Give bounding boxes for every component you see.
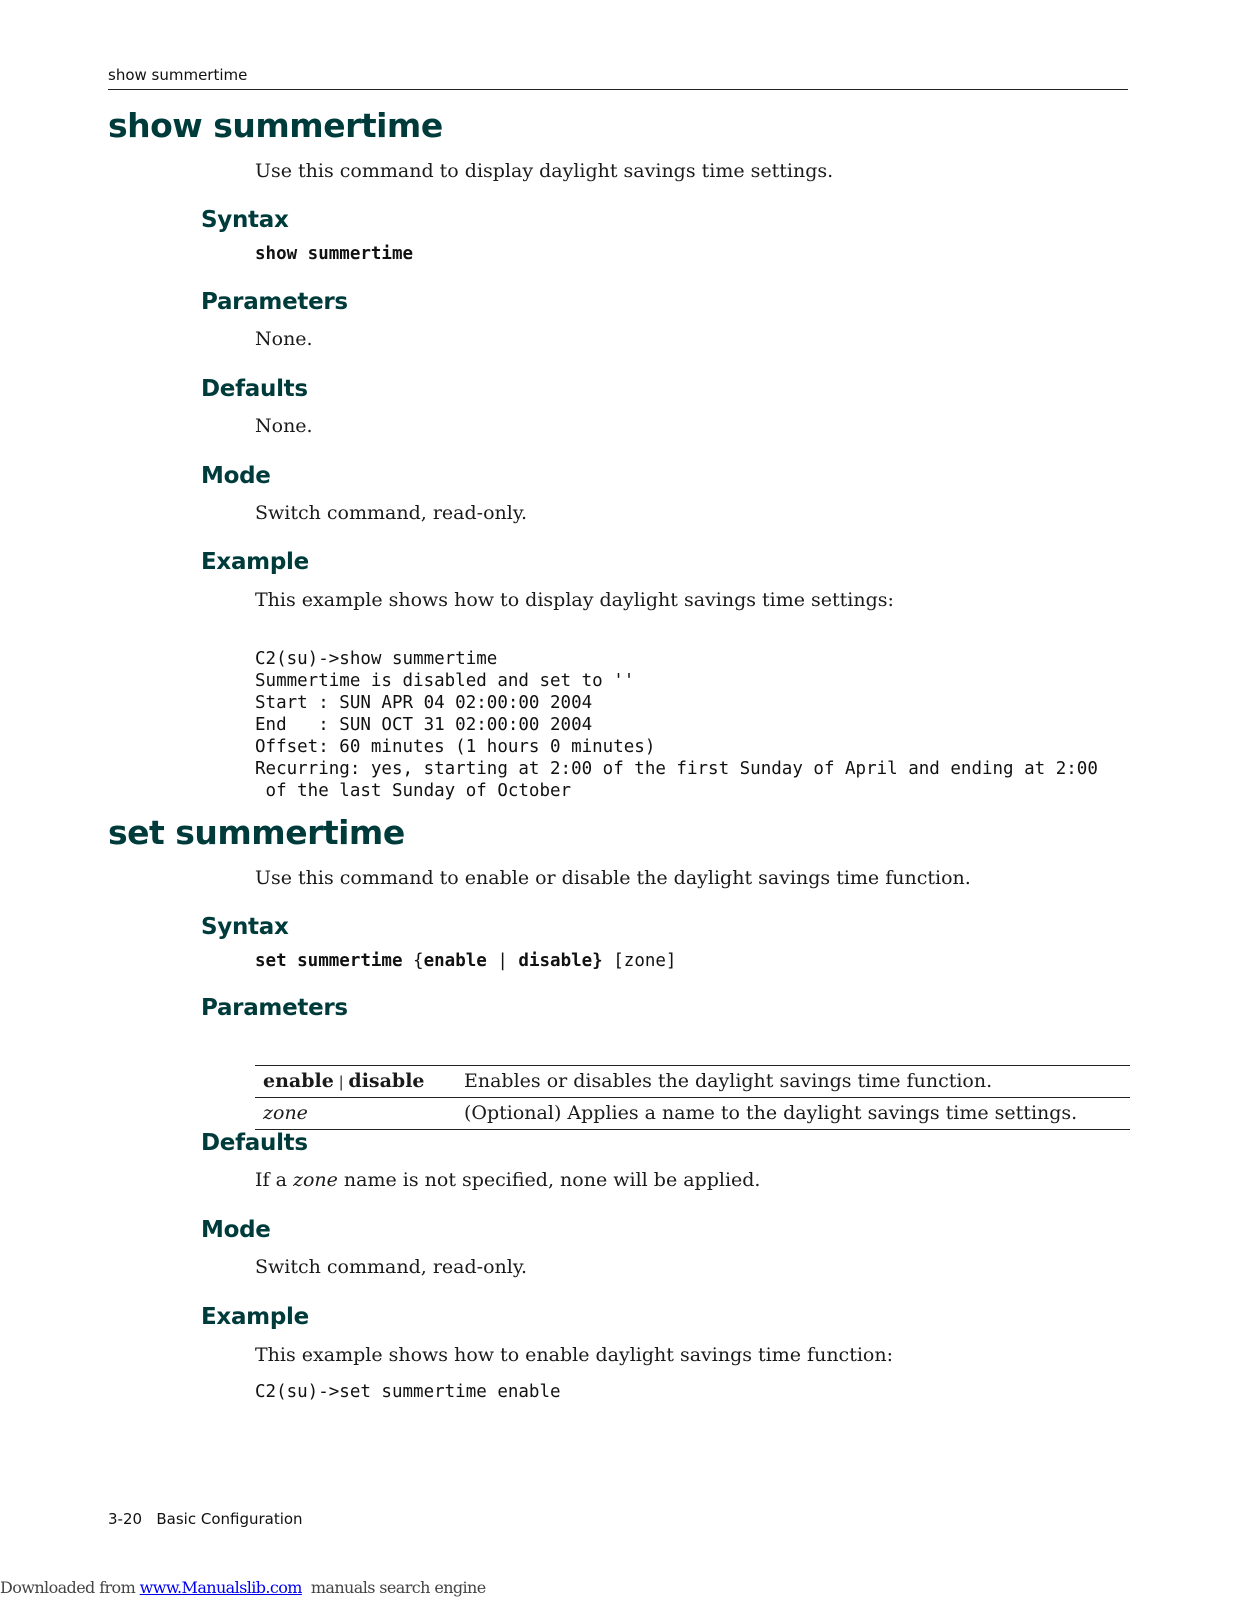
show-mode-text: Switch command, read-only. bbox=[255, 502, 528, 524]
show-parameters-heading: Parameters bbox=[201, 289, 348, 315]
parameters-table bbox=[255, 1065, 1130, 1130]
show-example-code bbox=[255, 626, 1098, 802]
chapter-title: Basic Configuration bbox=[156, 1510, 303, 1528]
code-line: Summertime is disabled and set to '' bbox=[255, 671, 635, 691]
code-line: Recurring: yes, starting at 2:00 of the first Sunday of April and ending at 2:00 bbox=[255, 759, 1098, 779]
param-name-cell bbox=[255, 1066, 456, 1098]
syntax-optional: [zone] bbox=[602, 951, 677, 971]
show-example-intro: This example shows how to display daylight savings time settings: bbox=[255, 589, 894, 611]
show-syntax-heading: Syntax bbox=[201, 207, 289, 233]
show-parameters-text: None. bbox=[255, 328, 313, 350]
set-example-code: C2(su)->set summertime enable bbox=[255, 1382, 561, 1402]
set-example-heading: Example bbox=[201, 1304, 309, 1330]
set-example-intro: This example shows how to enable daylight savings time function: bbox=[255, 1344, 893, 1366]
show-mode-heading: Mode bbox=[201, 463, 271, 489]
syntax-disable: disable} bbox=[518, 951, 603, 971]
param-desc-cell: Enables or disables the daylight savings time function. bbox=[464, 1070, 993, 1092]
show-description: Use this command to display daylight savings time settings. bbox=[255, 160, 834, 182]
syntax-pipe: | bbox=[486, 951, 519, 971]
set-defaults-text bbox=[255, 1169, 760, 1191]
show-defaults-text: None. bbox=[255, 415, 313, 437]
syntax-command: set summertime bbox=[255, 951, 403, 971]
download-prefix: Downloaded from bbox=[0, 1578, 140, 1597]
code-line: End : SUN OCT 31 02:00:00 2004 bbox=[255, 715, 593, 735]
show-example-heading: Example bbox=[201, 549, 309, 575]
param-enable: enable bbox=[263, 1070, 334, 1092]
defaults-post: name is not specified, none will be applied. bbox=[337, 1169, 761, 1191]
set-mode-text: Switch command, read-only. bbox=[255, 1256, 528, 1278]
show-defaults-heading: Defaults bbox=[201, 376, 308, 402]
set-summertime-title: set summertime bbox=[108, 813, 405, 852]
code-line: C2(su)->show summertime bbox=[255, 649, 498, 669]
param-desc-cell: (Optional) Applies a name to the daylight savings time settings. bbox=[464, 1102, 1078, 1124]
set-parameters-heading: Parameters bbox=[201, 995, 348, 1021]
syntax-enable: enable bbox=[423, 951, 487, 971]
param-name-cell: zone bbox=[263, 1102, 308, 1124]
page-number: 3-20 bbox=[108, 1510, 143, 1528]
set-defaults-heading: Defaults bbox=[201, 1130, 308, 1156]
param-disable: disable bbox=[348, 1070, 425, 1092]
running-header: show summertime bbox=[108, 66, 248, 84]
download-suffix: manuals search engine bbox=[301, 1578, 486, 1597]
header-rule bbox=[108, 89, 1128, 90]
code-line: Start : SUN APR 04 02:00:00 2004 bbox=[255, 693, 593, 713]
page-footer bbox=[108, 1510, 303, 1528]
set-description: Use this command to enable or disable the daylight savings time function. bbox=[255, 867, 971, 889]
table-row bbox=[255, 1066, 1130, 1098]
table-row bbox=[255, 1098, 1130, 1130]
set-mode-heading: Mode bbox=[201, 1217, 271, 1243]
code-line: of the last Sunday of October bbox=[255, 781, 572, 801]
param-separator: | bbox=[333, 1073, 349, 1091]
defaults-zone: zone bbox=[292, 1169, 338, 1191]
show-syntax: show summertime bbox=[255, 244, 414, 264]
set-syntax bbox=[255, 951, 676, 971]
manualslib-link[interactable]: www.Manualslib.com bbox=[139, 1578, 302, 1597]
show-summertime-title: show summertime bbox=[108, 106, 443, 145]
defaults-pre: If a bbox=[255, 1169, 293, 1191]
code-line: Offset: 60 minutes (1 hours 0 minutes) bbox=[255, 737, 656, 757]
syntax-brace: { bbox=[402, 951, 424, 971]
set-syntax-heading: Syntax bbox=[201, 914, 289, 940]
download-banner bbox=[0, 1578, 486, 1597]
